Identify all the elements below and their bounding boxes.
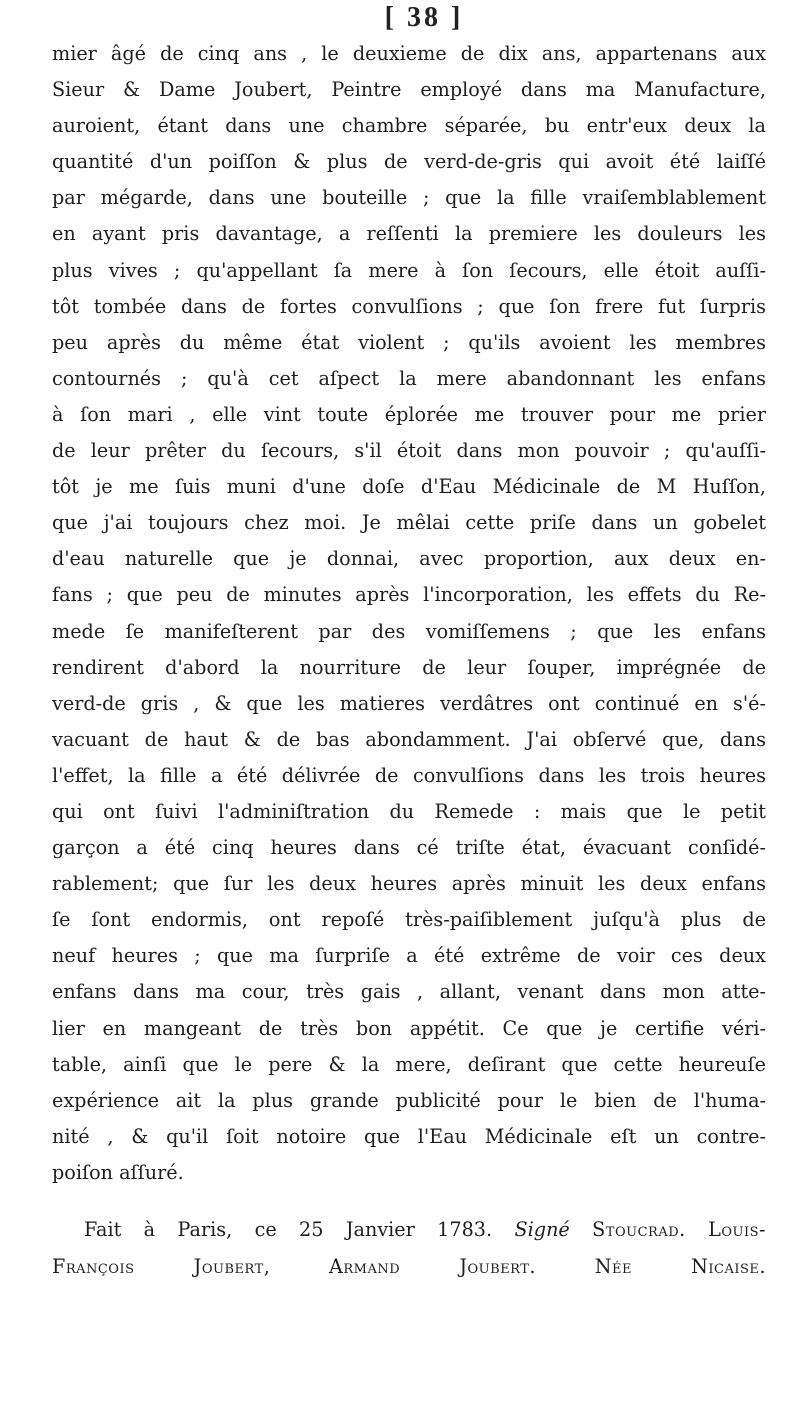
- text-line: rendirent d'abord la nourriture de leur ſouper, imprégnée de: [52, 655, 766, 679]
- signature-line-2: [52, 1248, 766, 1285]
- text-line: table, ainſi que le pere & la mere, deſirant que cette heureuſe: [52, 1052, 766, 1076]
- text-line: ſe ſont endormis, ont repoſé très-paiſiblement juſqu'à plus de: [52, 908, 766, 932]
- text-line: nité , & qu'il ſoit notoire que l'Eau Médicinale eſt un contre-: [52, 1124, 766, 1148]
- text-line: à ſon mari , elle vint toute éplorée me trouver pour me prier: [52, 402, 766, 426]
- text-line: rablement; que ſur les deux heures après minuit les deux enfans: [52, 872, 766, 896]
- text-line: neuf heures ; que ma ſurpriſe a été extrême de voir ces deux: [52, 944, 766, 968]
- text-line: garçon a été cinq heures dans cé triſte état, évacuant conſidé-: [52, 836, 766, 860]
- signer-nee-nicaise: Née Nicaise.: [594, 1255, 766, 1278]
- text-line: d'eau naturelle que je donnai, avec proportion, aux deux en-: [52, 547, 766, 571]
- signed-word: Signé: [514, 1218, 570, 1241]
- text-line: quantité d'un poiſſon & plus de verd-de-gris qui avoit été laiſſé: [52, 150, 766, 174]
- place-date: Fait à Paris, ce 25 Janvier 1783.: [84, 1218, 493, 1241]
- text-line: peu après du même état violent ; qu'ils avoient les membres: [52, 330, 766, 354]
- text-line: l'effet, la fille a été délivrée de convulſions dans les trois heures: [52, 763, 766, 787]
- text-line: Sieur & Dame Joubert, Peintre employé dans ma Manufacture,: [52, 78, 766, 102]
- text-line: qui ont ſuivi l'adminiſtration du Remede : mais que le petit: [52, 799, 766, 823]
- text-line: enfans dans ma cour, très gais , allant, venant dans mon atte-: [52, 980, 766, 1004]
- signer-stoucrad: Stoucrad.: [592, 1218, 686, 1241]
- text-line: lier en mangeant de très bon appétit. Ce que je certifie véri-: [52, 1016, 766, 1040]
- text-line: poiſon aſſuré.: [52, 1160, 184, 1184]
- signature-block: [52, 1211, 766, 1285]
- body-paragraph: [52, 36, 766, 1191]
- text-line: mier âgé de cinq ans , le deuxieme de dix ans, appartenans aux: [52, 42, 766, 65]
- text-line: par mégarde, dans une bouteille ; que la fille vraiſemblablement: [52, 186, 766, 210]
- text-line: tôt tombée dans de fortes convulſions ; que ſon frere fut ſurpris: [52, 294, 766, 318]
- text-line: fans ; que peu de minutes après l'incorporation, les effets du Re-: [52, 583, 766, 607]
- signer-armand-joubert: Armand Joubert.: [329, 1255, 537, 1278]
- text-line: vacuant de haut & de bas abondamment. J'ai obſervé que, dans: [52, 727, 766, 751]
- text-line: de leur prêter du ſecours, s'il étoit dans mon pouvoir ; qu'auſſi-: [52, 439, 766, 463]
- text-line: expérience ait la plus grande publicité pour le bien de l'huma-: [52, 1088, 766, 1112]
- text-line: verd-de gris , & que les matieres verdâtres ont continué en s'é-: [52, 691, 766, 715]
- signer-louis-francois-joubert-part1: Louis-: [708, 1218, 766, 1241]
- text-line: en ayant pris davantage, a reſſenti la premiere les douleurs les: [52, 222, 766, 246]
- text-line: mede ſe manifeſterent par des vomiſſemens ; que les enfans: [52, 619, 766, 643]
- signer-louis-francois-joubert-part2: François Joubert,: [52, 1255, 271, 1278]
- signature-line-1: [52, 1211, 766, 1248]
- text-line: tôt je me ſuis muni d'une doſe d'Eau Médicinale de M Huſſon,: [52, 475, 766, 499]
- text-line: auroient, étant dans une chambre séparée, bu entr'eux deux la: [52, 114, 766, 138]
- text-line: contournés ; qu'à cet aſpect la mere abandonnant les enfans: [52, 366, 766, 390]
- text-line: que j'ai toujours chez moi. Je mêlai cette priſe dans un gobelet: [52, 511, 766, 535]
- page-number: [ 38 ]: [384, 2, 464, 33]
- text-line: plus vives ; qu'appellant ſa mere à ſon ſecours, elle étoit auſſi-: [52, 258, 766, 282]
